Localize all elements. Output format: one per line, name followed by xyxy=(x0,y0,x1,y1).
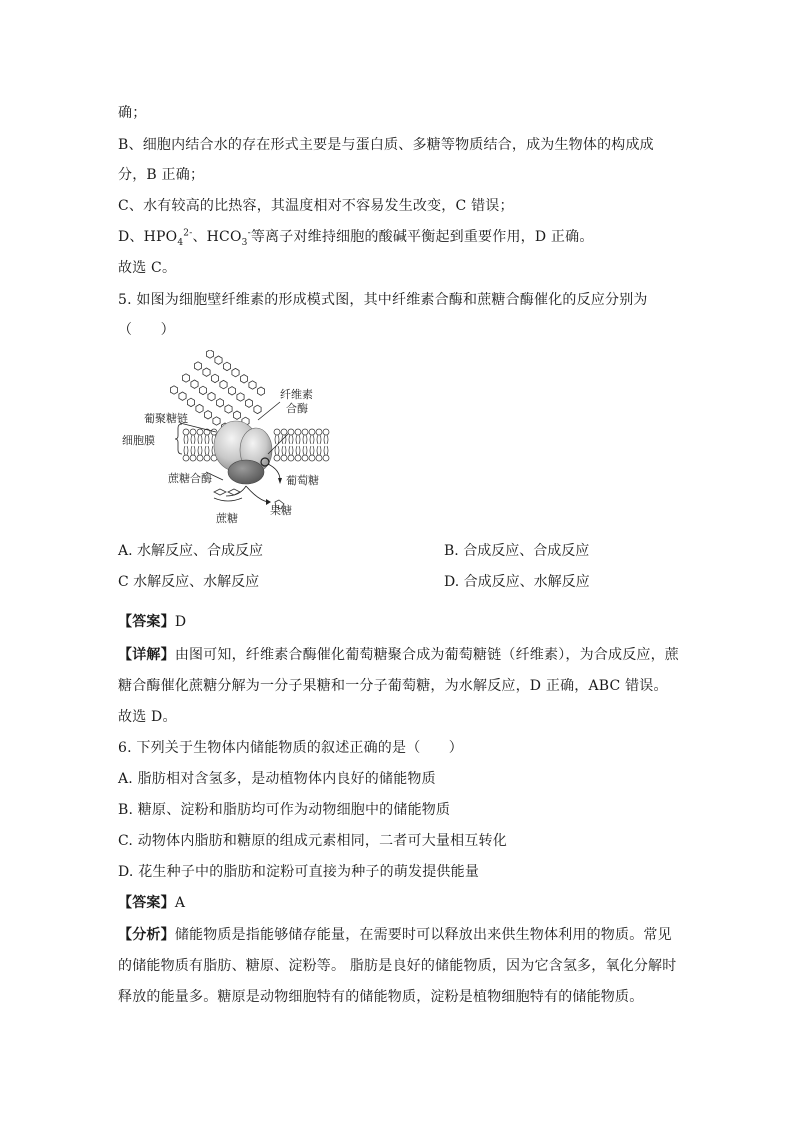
label-sucrose-synthase: 蔗糖合酶 xyxy=(168,472,212,485)
lipid-tail xyxy=(191,446,195,455)
lipid-tail xyxy=(205,446,209,455)
q5-detail xyxy=(118,646,679,664)
q6-option-b: B. 糖原、淀粉和脂肪均可作为动物细胞中的储能物质 xyxy=(118,802,451,818)
lipid-head xyxy=(316,455,322,461)
lipid-tail xyxy=(317,435,321,444)
lipid-tail xyxy=(303,446,307,455)
lipid-head xyxy=(190,455,196,461)
lipid-head xyxy=(274,429,280,435)
lipid-head xyxy=(190,429,196,435)
lipid-head xyxy=(295,429,301,435)
analysis-tag: 【分析】 xyxy=(118,927,175,943)
glucose-hexagon xyxy=(220,380,227,388)
lipid-tail xyxy=(324,446,328,455)
lipid-tail xyxy=(296,435,300,444)
lipid-tail xyxy=(191,435,195,444)
text-line: C、水有较高的比热容，其温度相对不容易发生改变，C 错误； xyxy=(118,198,514,214)
text-line: 糖合酶催化蔗糖分解为一分子果糖和一分子葡萄糖，为水解反应，D 正确，ABC 错误。 xyxy=(118,678,668,694)
q5-option-a: A. 水解反应、合成反应 xyxy=(118,543,264,559)
detail-tag: 【详解】 xyxy=(118,647,175,663)
question-5-stem-bracket: （ ） xyxy=(118,322,175,338)
lipid-head xyxy=(197,429,203,435)
label-fructose: 果糖 xyxy=(270,504,292,517)
q5-answer xyxy=(118,613,186,631)
lipid-head xyxy=(295,455,301,461)
lipid-head xyxy=(183,455,189,461)
lipid-head xyxy=(309,455,315,461)
lipid-head xyxy=(288,455,294,461)
text-line: 的储能物质有脂肪、糖原、淀粉等。 脂肪是良好的储能物质，因为它含氢多，氧化分解时 xyxy=(118,958,677,974)
lipid-tail xyxy=(289,446,293,455)
lipid-head xyxy=(316,429,322,435)
lipid-tail xyxy=(184,446,188,455)
text-fragment: 等离子对维持细胞的酸碱平衡起到重要作用，D 正确。 xyxy=(250,229,594,245)
glucose-hexagon xyxy=(194,362,201,370)
glucose-hexagon xyxy=(237,393,244,401)
lipid-head xyxy=(274,455,280,461)
glucose-hexagon xyxy=(257,387,264,395)
lipid-tail xyxy=(205,435,209,444)
text-line: 确； xyxy=(118,105,147,121)
subscript: 4 xyxy=(177,237,184,248)
glucose-hexagon xyxy=(232,368,239,376)
lipid-head xyxy=(288,429,294,435)
detail-text: 由图可知，纤维素合酶催化葡萄糖聚合成为葡萄糖链（纤维素），为合成反应，蔗 xyxy=(174,647,680,663)
glucose-hexagon xyxy=(233,411,240,419)
lipid-tail xyxy=(303,435,307,444)
lipid-tail xyxy=(275,435,279,444)
label-cellulose-synthase-2: 合酶 xyxy=(286,402,308,415)
text-line: B、细胞内结合水的存在形式主要是与蛋白质、多糖等物质结合，成为生物体的构成成 xyxy=(118,137,654,153)
lipid-head xyxy=(323,455,329,461)
lipid-tail xyxy=(296,446,300,455)
q6-option-d: D. 花生种子中的脂肪和淀粉可直接为种子的萌发提供能量 xyxy=(118,864,480,880)
text-fragment: D、HPO xyxy=(118,229,178,245)
lipid-head xyxy=(281,455,287,461)
glucose-hexagon xyxy=(245,399,252,407)
lipid-tail xyxy=(184,435,188,444)
glucose-hexagon xyxy=(187,398,194,406)
glucose-hexagon xyxy=(240,375,247,383)
lipid-tail xyxy=(317,446,321,455)
superscript: 2- xyxy=(183,228,193,239)
q6-answer xyxy=(118,894,185,912)
glucose-hexagon xyxy=(213,417,220,425)
lipid-tail xyxy=(275,446,279,455)
lipid-head xyxy=(197,455,203,461)
lipid-tail xyxy=(310,435,314,444)
q6-option-c: C. 动物体内脂肪和糖原的组成元素相同，二者可大量相互转化 xyxy=(118,833,507,849)
q6-analysis xyxy=(118,926,672,944)
glucose-hexagon xyxy=(199,386,206,394)
label-glucan-chain: 葡聚糖链 xyxy=(144,412,188,425)
answer-value: A xyxy=(174,895,186,911)
glucose-hexagon xyxy=(182,374,189,382)
glucose-hexagon xyxy=(249,381,256,389)
glucose-hexagon xyxy=(196,404,203,412)
answer-value: D xyxy=(174,614,187,630)
text-fragment: 、HCO xyxy=(192,229,242,245)
lipid-tail xyxy=(289,435,293,444)
label-cell-membrane: 细胞膜 xyxy=(122,434,155,447)
answer-tag: 【答案】 xyxy=(118,895,175,911)
q6-option-a: A. 脂肪相对含氢多，是动植物体内良好的储能物质 xyxy=(118,771,436,787)
lipid-head xyxy=(204,455,210,461)
lipid-tail xyxy=(198,446,202,455)
glucose-hexagon xyxy=(216,399,223,407)
label-sucrose: 蔗糖 xyxy=(216,512,238,525)
glucose-hexagon xyxy=(170,386,177,394)
cellulose-formation-figure xyxy=(118,350,338,528)
lipid-head xyxy=(281,429,287,435)
lipid-head xyxy=(211,429,217,435)
lipid-tail xyxy=(198,435,202,444)
lipid-head xyxy=(323,429,329,435)
label-glucose: 葡萄糖 xyxy=(286,474,319,487)
glucose-hexagon xyxy=(179,392,186,400)
lipid-head xyxy=(183,429,189,435)
glucose-hexagon xyxy=(254,405,261,413)
lipid-head xyxy=(302,429,308,435)
superscript: - xyxy=(247,228,251,239)
answer-tag: 【答案】 xyxy=(118,614,175,630)
question-6-stem: 6. 下列关于生物体内储能物质的叙述正确的是（ ） xyxy=(118,740,464,756)
glucose-hexagon xyxy=(228,387,235,395)
text-line: 分，B 正确； xyxy=(118,167,205,183)
text-line xyxy=(118,228,594,246)
glucose-hexagon xyxy=(203,368,210,376)
glucose-hexagon xyxy=(191,380,198,388)
glucose-hexagon xyxy=(215,356,222,364)
glucose-hexagon xyxy=(206,350,213,358)
q5-option-d: D. 合成反应、水解反应 xyxy=(444,574,590,590)
lipid-tail xyxy=(310,446,314,455)
glucose-hexagon xyxy=(223,362,230,370)
lipid-tail xyxy=(324,435,328,444)
label-cellulose-synthase: 纤维素 xyxy=(280,388,313,401)
text-line: 故选 D。 xyxy=(118,709,177,725)
glucose-hexagon xyxy=(225,405,232,413)
question-5-stem: 5. 如图为细胞壁纤维素的形成模式图，其中纤维素合酶和蔗糖合酶催化的反应分别为 xyxy=(118,292,648,308)
subscript: 3 xyxy=(241,237,248,248)
analysis-text: 储能物质是指能够储存能量，在需要时可以释放出来供生物体利用的物质。常见 xyxy=(174,927,672,943)
glucose-hexagon xyxy=(204,411,211,419)
glucose-hexagon xyxy=(208,392,215,400)
text-line: 释放的能量多。糖原是动物细胞特有的储能物质，淀粉是植物细胞特有的储能物质。 xyxy=(118,989,644,1005)
lipid-head xyxy=(309,429,315,435)
lipid-tail xyxy=(282,446,286,455)
q5-option-b: B. 合成反应、合成反应 xyxy=(444,543,590,559)
q5-option-c: C 水解反应、水解反应 xyxy=(118,574,260,590)
glucose-hexagon xyxy=(211,374,218,382)
lipid-head xyxy=(302,455,308,461)
text-line: 故选 C。 xyxy=(118,260,177,276)
